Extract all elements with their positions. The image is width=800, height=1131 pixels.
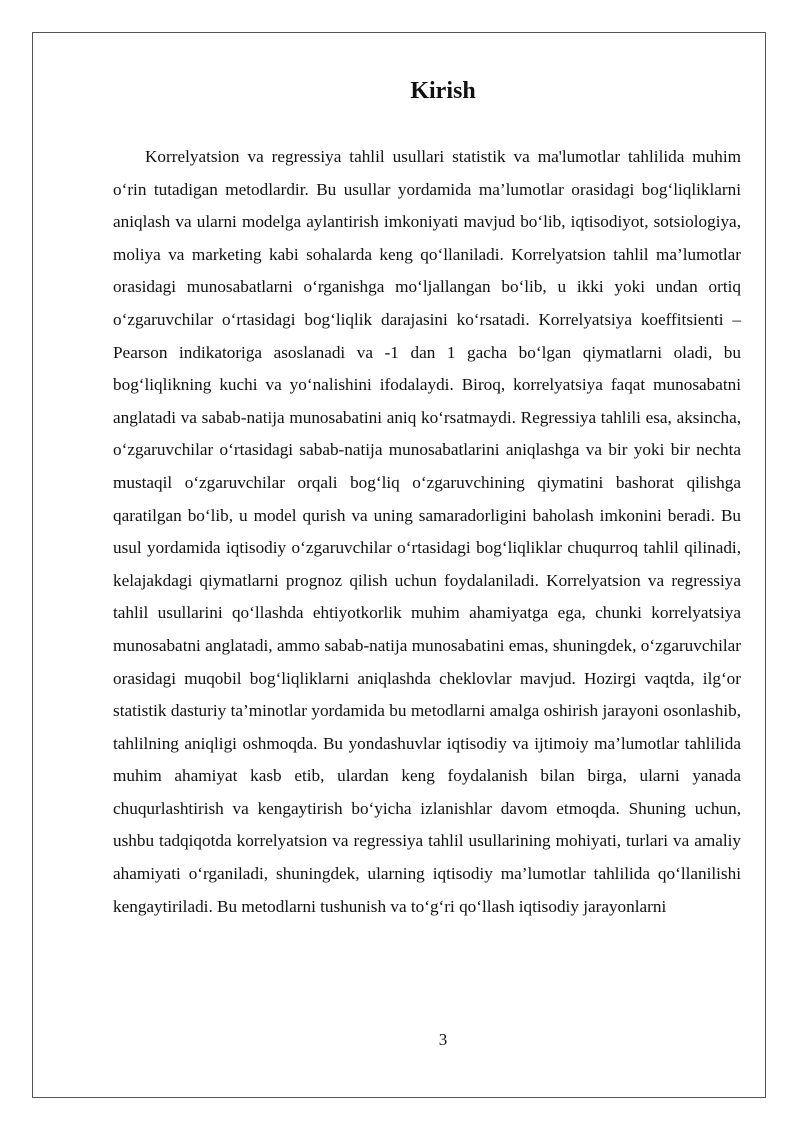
page-number: 3 xyxy=(438,1030,448,1049)
page-title: Kirish xyxy=(410,78,476,104)
body-paragraph: Korrelyatsion va regressiya tahlil usullari statistik va ma'lumotlar tahlilida muhim o‘rin tutadigan metodlardir. Bu usullar yordamida ma’lumotlar orasidagi bog‘liqliklarni aniqlash va ularni modelga aylantirish imkoniyati mavjud bo‘lib, iqtisodiyot, sotsiologiya, moliya va marketing kabi sohalarda keng qo‘llaniladi. Korrelyatsion tahlil ma’lumotlar orasidagi munosabatlarni o‘rganishga mo‘ljallangan bo‘lib, u ikki yoki undan ortiq o‘zgaruvchilar o‘rtasidagi bog‘liqlik darajasini ko‘rsatadi. Korrelyatsiya koeffitsienti – Pearson indikatoriga asoslanadi va -1 dan 1 gacha bo‘lgan qiymatlarni oladi, bu bog‘liqlikning kuchi va yo‘nalishini ifodalaydi. Biroq, korrelyatsiya faqat munosabatni anglatadi va sabab-natija munosabatini aniq ko‘rsatmaydi. Regressiya tahlili esa, aksincha, o‘zgaruvchilar o‘rtasidagi sabab-natija munosabatlarini aniqlashga va bir yoki bir nechta mustaqil o‘zgaruvchilar orqali bog‘liq o‘zgaruvchining qiymatini bashorat qilishga qaratilgan bo‘lib, u model qurish va uning samaradorligini baholash imkonini beradi. Bu usul yordamida iqtisodiy o‘zgaruvchilar o‘rtasidagi bog‘liqliklar chuqurroq tahlil qilinadi, kelajakdagi qiymatlarni prognoz qilish uchun foydalaniladi. Korrelyatsion va regressiya tahlil usullarini qo‘llashda ehtiyotkorlik muhim ahamiyatga ega, chunki korrelyatsiya munosabatni anglatadi, ammo sabab-natija munosabatini emas, shuningdek, o‘zgaruvchilar orasidagi muqobil bog‘liqliklarni aniqlashda cheklovlar mavjud. Hozirgi vaqtda, ilg‘or statistik dasturiy ta’minotlar yordamida bu metodlarni amalga oshirish jarayoni osonlashib, tahlilning aniqligi oshmoqda. Bu yondashuvlar iqtisodiy va ijtimoiy ma’lumotlar tahlilida muhim ahamiyat kasb etib, ulardan keng foydalanish bilan birga, ularni yanada chuqurlashtirish va kengaytirish bo‘yicha izlanishlar davom etmoqda. Shuning uchun, ushbu tadqiqotda korrelyatsion va regressiya tahlil usullarining mohiyati, turlari va amaliy ahamiyati o‘rganiladi, shuningdek, ularning iqtisodiy ma’lumotlar tahlilida qo‘llanilishi kengaytiriladi. Bu metodlarni tushunish va to‘g‘ri qo‘llash iqtisodiy jarayonlarni xyxy=(113,147,741,916)
